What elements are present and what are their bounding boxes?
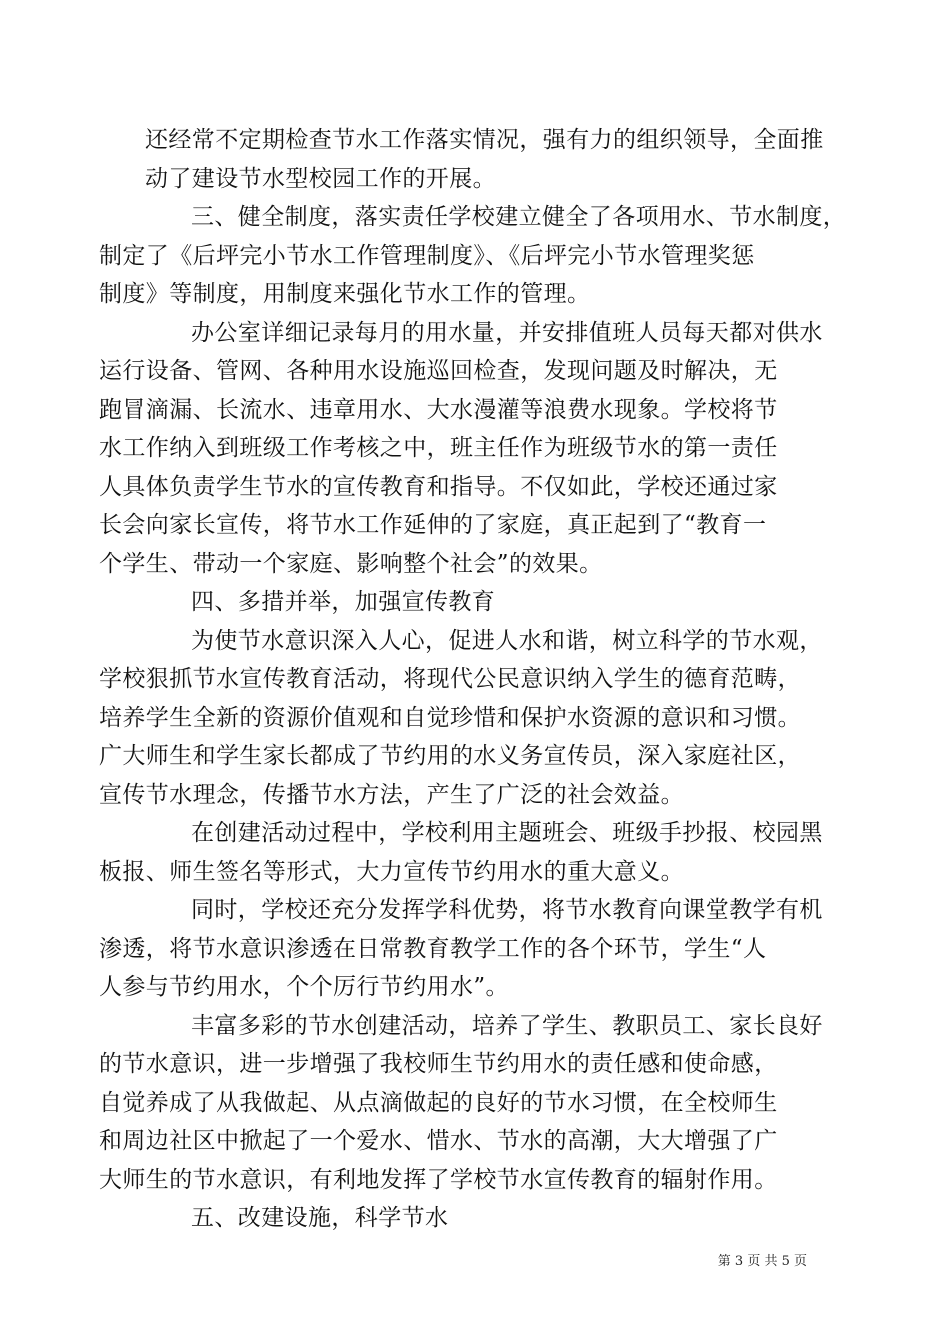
text-line: 自觉养成了从我做起、从点滴做起的良好的节水习惯，在全校师生 [99,1089,778,1116]
text-line: 同时，学校还充分发挥学科优势，将节水教育向课堂教学有机 [191,897,823,923]
text-line: 四、多措并举，加强宣传教育 [191,589,496,615]
paragraph [145,583,815,622]
text-line: 大师生的节水意识，有利地发挥了学校节水宣传教育的辐射作用。 [99,1166,778,1193]
paragraph [99,1007,823,1200]
text-line: 在创建活动过程中，学校利用主题班会、班级手抄报、校园黑 [191,820,823,846]
text-line: 水工作纳入到班级工作考核之中，班主任作为班级节水的第一责任 [99,435,778,461]
text-line: 培养学生全新的资源价值观和自觉珍惜和保护水资源的意识和习惯。 [99,704,801,731]
text-line: 广大师生和学生家长都成了节约用的水义务宣传员，深入家庭社区， [99,743,801,769]
text-line: 人具体负责学生节水的宣传教育和指导。不仅如此，学校还通过家 [99,473,778,500]
text-line: 的节水意识，进一步增强了我校师生节约用水的责任感和使命感， [99,1051,778,1077]
text-line: 运行设备、管网、各种用水设施巡回检查，发现问题及时解决，无 [99,358,778,384]
paragraph [99,314,823,584]
page-number: 第 3 页 共 5 页 [717,1254,807,1269]
text-line: 宣传节水理念，传播节水方法，产生了广泛的社会效益。 [99,781,684,808]
text-line: 动了建设节水型校园工作的开展。 [145,165,496,192]
text-line: 渗透，将节水意识渗透在日常教育教学工作的各个环节，学生“人 [99,935,767,962]
paragraph [99,622,823,815]
text-line: 个学生、带动一个家庭、影响整个社会”的效果。 [99,550,603,577]
paragraph [99,891,823,1007]
paragraph [99,814,823,891]
paragraph [99,198,847,314]
text-line: 制度》等制度，用制度来强化节水工作的管理。 [99,281,591,307]
text-line: 还经常不定期检查节水工作落实情况，强有力的组织领导，全面推 [145,127,824,153]
text-line: 板报、师生签名等形式，大力宣传节约用水的重大意义。 [99,858,684,885]
text-line: 学校狠抓节水宣传教育活动，将现代公民意识纳入学生的德育范畴， [99,666,801,692]
document-body [99,121,847,1238]
paragraph [145,121,824,198]
text-line: 为使节水意识深入人心，促进人水和谐，树立科学的节水观， [191,627,823,654]
text-line: 五、改建设施，科学节水 [191,1205,449,1231]
text-line: 办公室详细记录每月的用水量，并安排值班人员每天都对供水 [191,319,823,346]
text-line: 和周边社区中掀起了一个爱水、惜水、节水的高潮，大大增强了广 [99,1128,778,1154]
text-line: 跑冒滴漏、长流水、违章用水、大水漫灌等浪费水现象。学校将节 [99,396,778,423]
paragraph [145,1199,815,1238]
text-line: 丰富多彩的节水创建活动，培养了学生、教职员工、家长良好 [191,1012,823,1039]
text-line: 人参与节约用水，个个厉行节约用水”。 [99,974,509,1000]
text-line: 三、健全制度，落实责任学校建立健全了各项用水、节水制度， [191,204,847,230]
text-line: 制定了《后坪完小节水工作管理制度》、《后坪完小节水管理奖惩 [99,242,755,269]
text-line: 长会向家长宣传，将节水工作延伸的了家庭，真正起到了“教育一 [99,512,767,538]
